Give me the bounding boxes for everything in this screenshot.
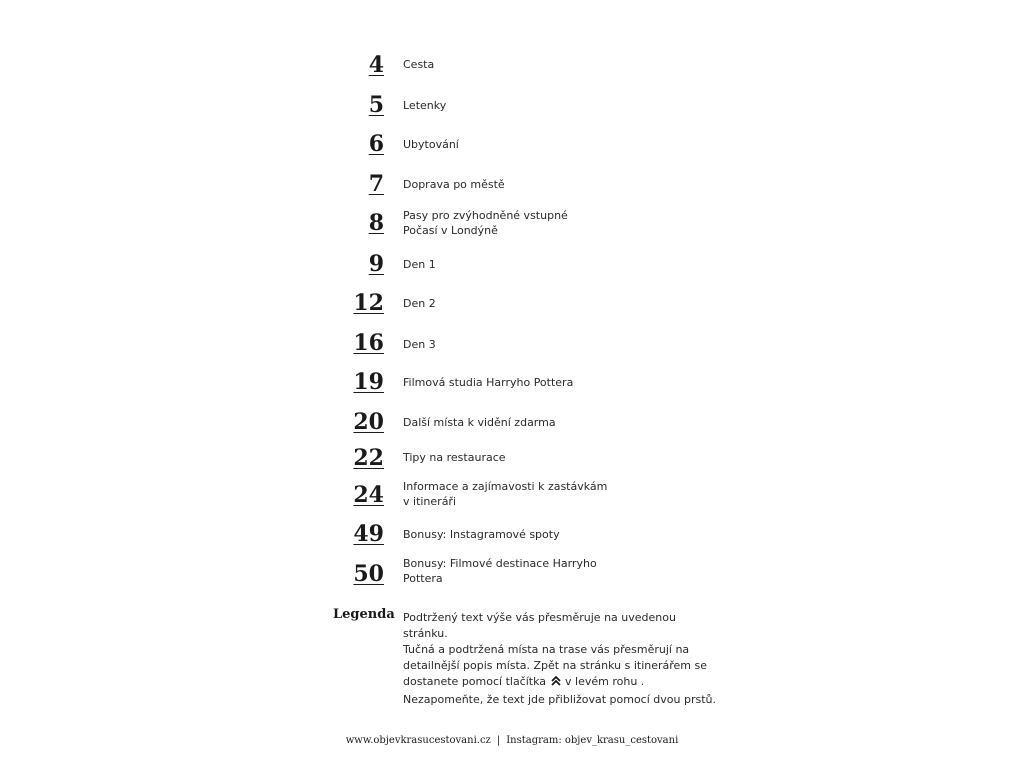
page-link-24[interactable]: 24 bbox=[353, 482, 384, 508]
toc-entry-label: Tipy na restaurace bbox=[403, 451, 506, 464]
page-link-20[interactable]: 20 bbox=[353, 409, 384, 435]
toc-entry-label: Den 3 bbox=[403, 338, 436, 351]
toc-entry-label: Informace a zajímavosti k zastávkám v itineráři bbox=[403, 480, 608, 508]
toc-entry-label: Bonusy: Filmové destinace Harryho Pottera bbox=[403, 557, 597, 585]
toc-entry-label: Letenky bbox=[403, 99, 447, 112]
page-link-4[interactable]: 4 bbox=[368, 52, 384, 78]
toc-entry-label: Den 1 bbox=[403, 258, 436, 271]
toc-entry-label: Doprava po městě bbox=[403, 178, 505, 191]
page-link-8[interactable]: 8 bbox=[368, 210, 384, 236]
page-link-49[interactable]: 49 bbox=[353, 521, 384, 547]
legend-icon-line: dostanete pomocí tlačítka v levém rohu . bbox=[403, 674, 733, 692]
instagram-link[interactable]: Instagram: objev_krasu_cestovani bbox=[506, 735, 679, 746]
page-link-5[interactable]: 5 bbox=[368, 92, 384, 118]
page-link-50[interactable]: 50 bbox=[353, 561, 384, 587]
page-link-9[interactable]: 9 bbox=[368, 251, 384, 277]
page-link-16[interactable]: 16 bbox=[353, 330, 384, 356]
page-link-22[interactable]: 22 bbox=[353, 445, 384, 471]
page-link-7[interactable]: 7 bbox=[368, 171, 384, 197]
double-chevron-up-icon bbox=[551, 675, 561, 692]
page-link-19[interactable]: 19 bbox=[353, 369, 384, 395]
toc-entry-label: Pasy pro zvýhodněné vstupné Počasí v Londýně bbox=[403, 209, 568, 237]
footer bbox=[0, 734, 1024, 748]
legend-title: Legenda bbox=[333, 607, 395, 622]
website-link[interactable]: www.objevkrasucestovani.cz bbox=[345, 735, 491, 746]
toc-entry-label: Další místa k vidění zdarma bbox=[403, 416, 556, 429]
toc-entry-label: Ubytování bbox=[403, 138, 459, 151]
toc-entry-label: Bonusy: Instagramové spoty bbox=[403, 528, 560, 541]
page-link-6[interactable]: 6 bbox=[368, 131, 384, 157]
page-link-12[interactable]: 12 bbox=[353, 290, 384, 316]
toc-entry-label: Cesta bbox=[403, 58, 435, 71]
footer-separator: | bbox=[496, 735, 501, 746]
toc-entry-label: Den 2 bbox=[403, 297, 436, 310]
legend-body: Podtržený text výše vás přesměruje na uvedenou stránku. Tučná a podtržená místa na trase vás přesměrují na detailnější popis místa. Zpět na stránku s itinerářem se dostanete pomocí tlačítka v levém rohu . Nezapomeňte, že text jde přibližovat pomocí dvou prstů. bbox=[403, 610, 733, 708]
toc-entry-label: Filmová studia Harryho Pottera bbox=[403, 376, 574, 389]
